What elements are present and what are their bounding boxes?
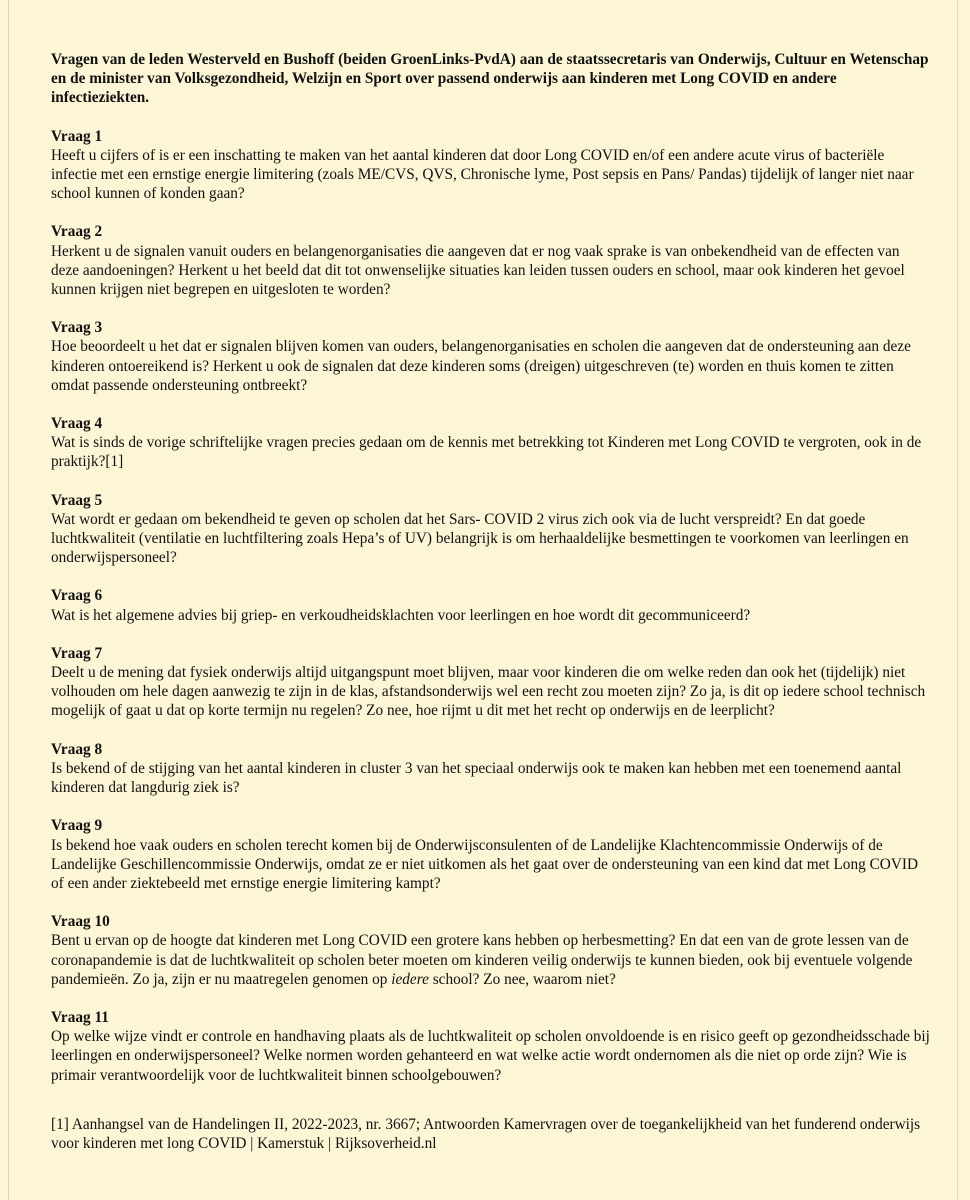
question-5 bbox=[51, 491, 931, 568]
question-text-part: school? Zo nee, waarom niet? bbox=[428, 970, 616, 988]
question-heading: Vraag 9 bbox=[51, 817, 103, 835]
question-text-part: Bent u ervan op de hoogte dat kinderen met Long COVID een grotere kans hebben op herbesmetting? En dat een van de grote lessen van de coronapandemie is dat de luchtkwaliteit op scholen beter moeten om kinderen veilig onderwijs te kunnen bieden, ook bij eventuele volgende pandemieën. Zo ja, zijn er nu maatregelen genomen op bbox=[51, 932, 913, 988]
emphasized-word: iedere bbox=[391, 970, 429, 988]
question-2 bbox=[51, 222, 931, 299]
question-text: Is bekend of de stijging van het aantal kinderen in cluster 3 van het speciaal onderwijs ook te maken kan hebben met een toenemend aantal kinderen dat langdurig ziek is? bbox=[51, 759, 902, 797]
question-heading: Vraag 4 bbox=[51, 415, 103, 433]
page-edge-left bbox=[8, 0, 9, 1200]
question-heading: Vraag 8 bbox=[51, 740, 103, 758]
question-heading: Vraag 5 bbox=[51, 491, 103, 509]
question-heading: Vraag 11 bbox=[51, 1008, 109, 1026]
question-text bbox=[51, 931, 931, 989]
question-text: Is bekend hoe vaak ouders en scholen terecht komen bij de Onderwijsconsulenten of de Landelijke Klachtencommissie Onderwijs of de Landelijke Geschillencommissie Onderwijs, omdat ze er niet uitkomen als het gaat over de ondersteuning van een kind dat met Long COVID of een ander ziektebeeld met ernstige energie limitering kampt? bbox=[51, 836, 919, 892]
question-heading: Vraag 2 bbox=[51, 223, 103, 241]
document-title: Vragen van de leden Westerveld en Bushoff (beiden GroenLinks-PvdA) aan de staatssecretaris van Onderwijs, Cultuur en Wetenschap en de minister van Volksgezondheid, Welzijn en Sport over passend onderwijs aan kinderen met Long COVID en andere infectieziekten. bbox=[51, 51, 929, 107]
document-content bbox=[51, 50, 931, 1168]
question-3 bbox=[51, 318, 931, 395]
page-edge-right bbox=[957, 0, 958, 1200]
question-text: Deelt u de mening dat fysiek onderwijs altijd uitgangspunt moet blijven, maar voor kinderen die om welke reden dan ook het (tijdelijk) niet volhouden om hele dagen aanwezig te zijn in de klas, afstandsonderwijs wel een recht zou moeten zijn? Zo ja, is dit op iedere school technisch mogelijk of gaat u dat op korte termijn nu regelen? Zo nee, hoe rijmt u dit met het recht op onderwijs en de leerplicht? bbox=[51, 664, 926, 720]
question-heading: Vraag 7 bbox=[51, 644, 103, 662]
question-10 bbox=[51, 912, 931, 989]
question-text: Op welke wijze vindt er controle en handhaving plaats als de luchtkwaliteit op scholen onvoldoende is en risico geeft op gezondheidsschade bij leerlingen en onderwijspersoneel? Welke normen worden gehanteerd en wat welke actie wordt ondernomen als die niet op orde zijn? Wie is primair verantwoordelijk voor de luchtkwaliteit binnen schoolgebouwen? bbox=[51, 1028, 930, 1084]
question-6 bbox=[51, 586, 931, 624]
question-text: Herkent u de signalen vanuit ouders en belangenorganisaties die aangeven dat er nog vaak sprake is van onbekendheid van de effecten van deze aandoeningen? Herkent u het beeld dat dit tot onwenselijke situaties kan leiden tussen ouders en school, maar ook kinderen het gevoel kunnen krijgen niet begrepen en uitgesloten te worden? bbox=[51, 242, 905, 299]
question-7 bbox=[51, 644, 931, 721]
question-text: Wat is sinds de vorige schriftelijke vragen precies gedaan om de kennis met betrekking tot Kinderen met Long COVID te vergroten, ook in de praktijk?[1] bbox=[51, 434, 922, 471]
question-heading: Vraag 6 bbox=[51, 587, 103, 605]
question-1 bbox=[51, 127, 931, 204]
question-heading: Vraag 10 bbox=[51, 913, 110, 931]
question-text: Wat wordt er gedaan om bekendheid te geven op scholen dat het Sars- COVID 2 virus zich ook via de lucht verspreidt? En dat goede luchtkwaliteit (ventilatie en luchtfiltering zoals Hepa’s of UV) belangrijk is om herhaaldelijke besmettingen te voorkomen van leerlingen en onderwijspersoneel? bbox=[51, 510, 909, 567]
question-heading: Vraag 1 bbox=[51, 127, 103, 145]
question-text: Wat is het algemene advies bij griep- en verkoudheidsklachten voor leerlingen en hoe wordt dit gecommuniceerd? bbox=[51, 606, 751, 624]
question-9 bbox=[51, 816, 931, 893]
footnote: [1] Aanhangsel van de Handelingen II, 2022-2023, nr. 3667; Antwoorden Kamervragen over de toegankelijkheid van het funderend onderwijs voor kinderen met long COVID | Kamerstuk | Rijksoverheid.nl bbox=[51, 1115, 921, 1152]
question-text: Heeft u cijfers of is er een inschatting te maken van het aantal kinderen dat door Long COVID en/of een andere acute virus of bacteriële infectie met een ernstige energie limitering (zoals ME/CVS, QVS, Chronische lyme, Post sepsis en Pans/ Pandas) tijdelijk of langer niet naar school kunnen of konden gaan? bbox=[51, 146, 914, 203]
question-text: Hoe beoordeelt u het dat er signalen blijven komen van ouders, belangenorganisaties en scholen die aangeven dat de ondersteuning aan deze kinderen ontoereikend is? Herkent u ook de signalen dat deze kinderen soms (dreigen) uitgeschreven (te) worden en thuis komen te zitten omdat passende ondersteuning ontbreekt? bbox=[51, 338, 911, 394]
question-4 bbox=[51, 414, 931, 472]
question-8 bbox=[51, 740, 931, 798]
question-11 bbox=[51, 1008, 931, 1085]
question-heading: Vraag 3 bbox=[51, 319, 103, 337]
